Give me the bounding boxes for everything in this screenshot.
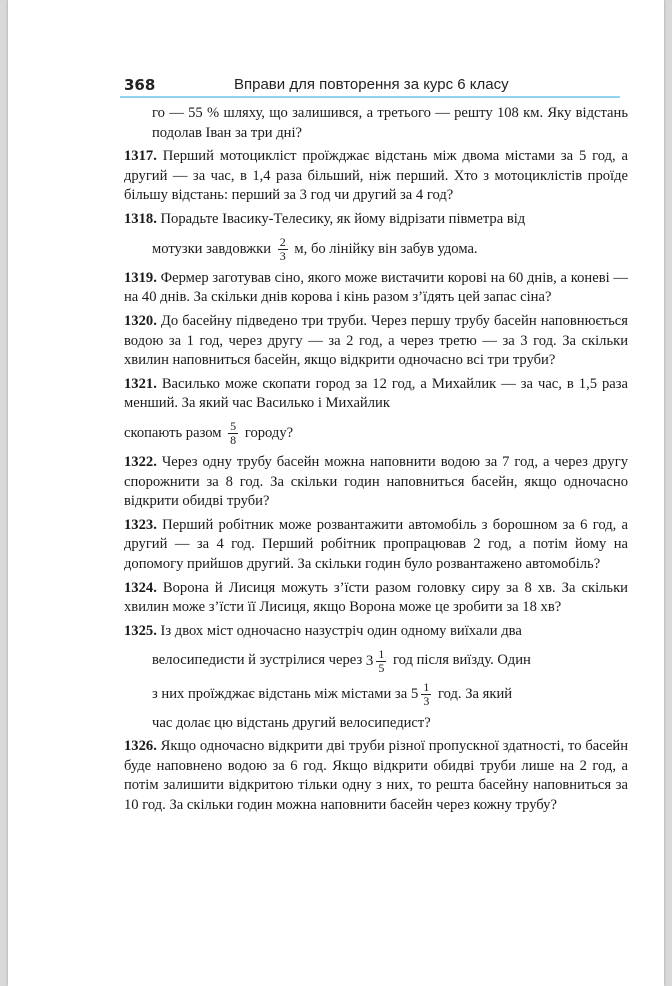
- exercise-text: год. За який: [437, 685, 513, 702]
- fraction-denominator: 5: [378, 660, 385, 675]
- exercise-1326: [124, 737, 628, 815]
- exercise-number: 1326.: [124, 738, 157, 755]
- fraction-denominator: 3: [423, 693, 430, 708]
- exercise-text: Перший мотоцикліст проїжджає відстань між двома містами за 5 год, а другий — за час, в 1,4 раза більший, ніж перший. Хто з мотоциклістів проїде більшу відстань: перший за 3 год чи другий за 4 год?: [124, 148, 629, 204]
- exercise-number: 1322.: [124, 454, 157, 471]
- exercise-number: 1324.: [124, 579, 157, 596]
- exercise-list: [124, 104, 628, 820]
- exercise-number: 1318.: [124, 210, 157, 227]
- exercise-line-with-fraction: [124, 420, 628, 447]
- exercise-text: скопають разом: [124, 424, 222, 441]
- exercise-number: 1317.: [124, 148, 157, 165]
- exercise-line-with-fraction: [124, 236, 628, 263]
- exercise-number: 1323.: [124, 516, 157, 533]
- fraction: [376, 648, 386, 675]
- exercise-text: м, бо лінійку він забув удома.: [294, 240, 478, 257]
- fraction-denominator: 8: [230, 433, 237, 448]
- page-number: 368: [124, 76, 156, 94]
- fraction-denominator: 3: [279, 248, 286, 263]
- exercise-1321: [124, 375, 628, 447]
- exercise-text: До басейну підведено три труби. Через першу трубу басейн наповнюється водою за 1 год, через другу — за 2 год, а через третю — за 3 год. За скільки хвилин наповниться басейн, якщо відкрити одночасно всі три труби?: [124, 312, 628, 369]
- mixed-number: [366, 648, 390, 675]
- exercise-text: городу?: [244, 424, 294, 441]
- exercise-line-with-fraction: [124, 647, 628, 674]
- exercise-text: велосипедисти й зустрілися через: [152, 652, 363, 669]
- fraction: [421, 681, 431, 708]
- exercise-text: час долає цю відстань другий велосипедист?: [152, 714, 431, 731]
- exercise-text: Перший робітник може розвантажити автомобіль з борошном за 6 год, а другий — за 4 год. Перший робітник пропрацював 2 год, а потім йому на допомогу прийшов другий. За скільки годин було розвантажено автомобіль?: [124, 516, 628, 572]
- exercise-text: Фермер заготував сіно, якого може вистачити корові на 60 днів, а коневі — на 40 днів. За скільки днів корова і кінь разом з’їдять цей запас сіна?: [124, 269, 628, 306]
- mixed-number-whole: 3: [365, 653, 374, 670]
- exercise-text: Через одну трубу басейн можна наповнити водою за 7 год, а через другу спорожнити за 8 год. За скільки годин наповниться басейн, якщо одночасно відкрити обидві труби?: [124, 454, 628, 510]
- exercise-number: 1320.: [124, 312, 157, 329]
- exercise-text: з них проїжджає відстань між містами за: [152, 685, 408, 702]
- exercise-1322: [124, 453, 628, 512]
- exercise-text: Ворона й Лисиця можуть з’їсти разом головку сиру за 8 хв. За скільки хвилин може з’їсти її Лисиця, якщо Ворона може це зробити за 18 хв?: [124, 579, 628, 616]
- fraction-numerator: 1: [423, 679, 430, 694]
- exercise-text: Василько може скопати город за 12 год, а Михайлик — за час, в 1,5 раза менший. За який час Василько і Михайлик: [124, 375, 629, 412]
- exercise-text: Порадьте Івасику-Телесику, як йому відрізати півметра від: [160, 210, 526, 227]
- mixed-number-whole: 5: [410, 686, 419, 703]
- mixed-number: [411, 681, 435, 708]
- exercise-1320: [124, 312, 628, 371]
- continuation-text: го — 55 % шляху, що залишився, а третього — решту 108 км. Яку відстань подолав Іван за три дні?: [152, 105, 628, 141]
- exercise-text: Якщо одночасно відкрити дві труби різної пропускної здатності, то басейн буде наповнено водою за 6 год. Якщо відкрити обидві труби лише на 2 год, а потім залишити відкритою тільки одну з них, то решта басейну наповниться за 10 год. За скільки годин можна наповнити басейн через кожну трубу?: [124, 738, 629, 814]
- page-header: [120, 74, 620, 98]
- fraction: [228, 420, 238, 447]
- fraction-numerator: 2: [279, 234, 286, 249]
- exercise-line-with-fraction: [124, 681, 628, 708]
- running-title: Вправи для повторення за курс 6 класу: [234, 76, 509, 93]
- exercise-text: Із двох міст одночасно назустріч один одному виїхали два: [160, 622, 522, 639]
- fraction-numerator: 1: [378, 646, 385, 661]
- exercise-1323: [124, 516, 628, 575]
- exercise-1324: [124, 579, 628, 618]
- fraction-numerator: 5: [230, 419, 237, 434]
- exercise-1317: [124, 147, 628, 206]
- exercise-text: мотузки завдовжки: [152, 240, 272, 257]
- textbook-page: [8, 0, 664, 986]
- exercise-number: 1321.: [124, 375, 157, 392]
- exercise-1318: [124, 210, 628, 263]
- exercise-number: 1325.: [124, 622, 157, 639]
- exercise-text: год після виїзду. Один: [393, 652, 531, 669]
- exercise-1325: [124, 622, 628, 734]
- exercise-1319: [124, 269, 628, 308]
- exercise-number: 1319.: [124, 269, 157, 286]
- fraction: [278, 236, 288, 263]
